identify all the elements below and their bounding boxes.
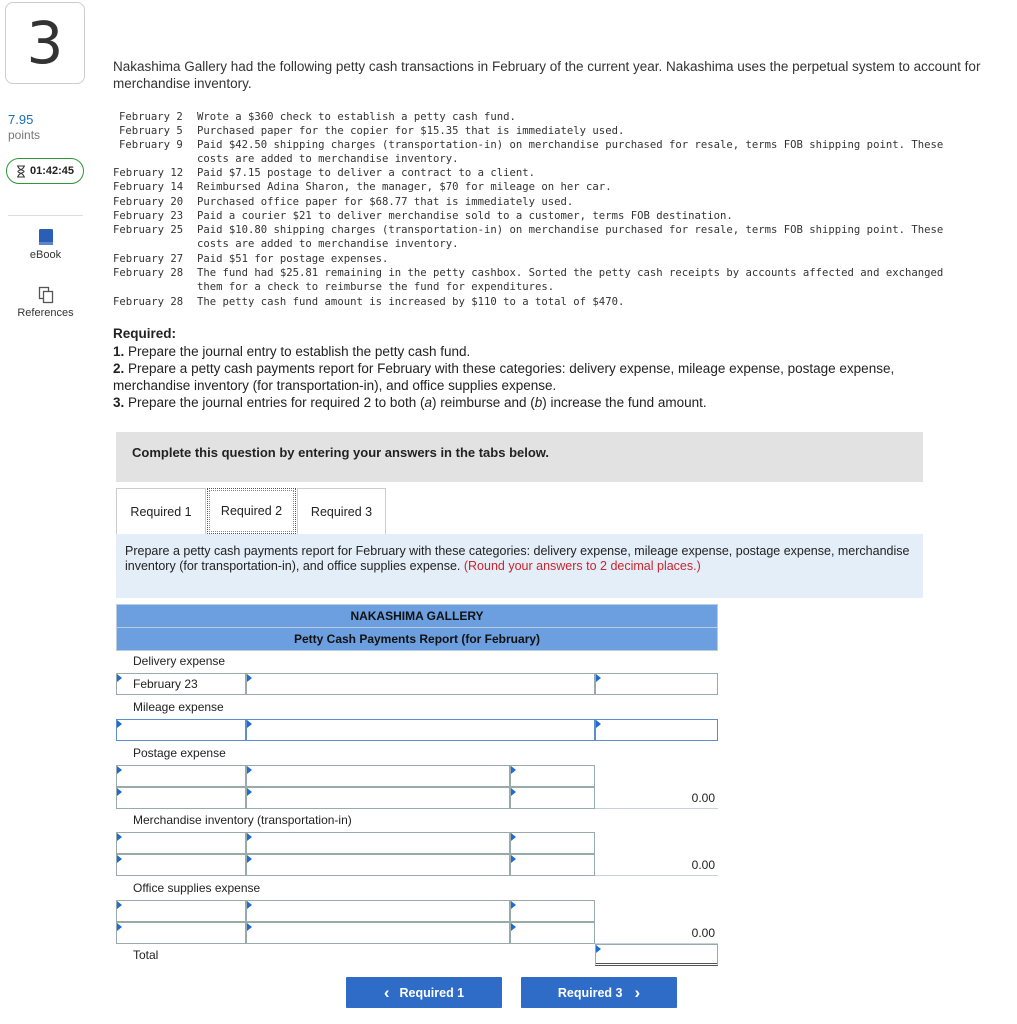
- delivery-date-cell[interactable]: February 23: [116, 673, 246, 695]
- merchandise-inventory-label: Merchandise inventory (transportation-in): [133, 813, 352, 827]
- prev-required-1-button[interactable]: [346, 977, 502, 1008]
- required-item-2: 2. Prepare a petty cash payments report for February with these categories: delivery expense, mileage expense, postage expense,: [113, 361, 895, 376]
- transaction-date: February 2: [119, 111, 183, 123]
- question-intro: Nakashima Gallery had the following petty cash transactions in February of the current year. Nakashima uses the perpetual system to account for merchandise inventory.: [113, 59, 981, 91]
- postage-desc-input-1[interactable]: [246, 765, 510, 787]
- tab-required-2[interactable]: Required 2: [207, 488, 296, 534]
- prev-button-label: Required 1: [399, 985, 465, 1000]
- transaction-text: Paid $42.50 shipping charges (transportation-in) on merchandise purchased for resale, terms FOB shipping point. These: [197, 139, 944, 151]
- merch-desc-input-1[interactable]: [246, 832, 510, 854]
- transaction-text: Purchased paper for the copier for $15.35 that is immediately used.: [197, 125, 625, 137]
- next-button-label: Required 3: [557, 985, 623, 1000]
- ebook-link[interactable]: [8, 228, 83, 261]
- transaction-date: February 9: [119, 139, 183, 151]
- transaction-date: February 25: [113, 224, 184, 236]
- merch-amount-input-1[interactable]: [510, 832, 595, 854]
- transaction-date: February 14: [113, 181, 184, 193]
- merchandise-subtotal: 0.00: [595, 854, 718, 876]
- transaction-text: Paid a courier $21 to deliver merchandise sold to a customer, terms FOB destination.: [197, 210, 733, 222]
- points-value: 7.95: [8, 112, 34, 127]
- tab-required-1[interactable]: Required 1: [116, 488, 206, 534]
- transaction-text-continued: them for a check to reimburse the fund for expenditures.: [197, 281, 555, 293]
- office-amount-input-1[interactable]: [510, 900, 595, 922]
- transaction-text: Reimbursed Adina Sharon, the manager, $70 for mileage on her car.: [197, 181, 612, 193]
- transaction-date: February 27: [113, 253, 184, 265]
- instructions-banner: Complete this question by entering your answers in the tabs below.: [116, 432, 923, 482]
- merch-date-input-1[interactable]: [116, 832, 246, 854]
- office-desc-input-1[interactable]: [246, 900, 510, 922]
- total-input[interactable]: [595, 944, 718, 966]
- tab-required-3[interactable]: Required 3: [297, 488, 386, 534]
- transaction-date: February 23: [113, 210, 184, 222]
- office-supplies-label: Office supplies expense: [133, 881, 261, 895]
- mileage-amount-input[interactable]: [246, 719, 595, 741]
- references-label: References: [17, 307, 74, 319]
- required-item-2-cont: merchandise inventory (for transportation-in), and office supplies expense.: [113, 378, 557, 393]
- transaction-text: Paid $10.80 shipping charges (transportation-in) on merchandise purchased for resale, terms FOB shipping point. These: [197, 224, 944, 236]
- transaction-text: Paid $51 for postage expenses.: [197, 253, 389, 265]
- postage-date-input-2[interactable]: [116, 787, 246, 809]
- report-title: Petty Cash Payments Report (for February): [116, 627, 718, 651]
- next-required-3-button[interactable]: [521, 977, 677, 1008]
- transaction-text: Purchased office paper for $68.77 that is immediately used.: [197, 196, 574, 208]
- postage-desc-input-2[interactable]: [246, 787, 510, 809]
- transaction-date: February 12: [113, 167, 184, 179]
- mileage-expense-label: Mileage expense: [133, 700, 224, 714]
- question-number: 3: [5, 2, 85, 84]
- postage-subtotal: 0.00: [595, 787, 718, 809]
- office-amount-input-2[interactable]: [510, 922, 595, 944]
- timer[interactable]: [6, 158, 84, 184]
- transaction-text: The fund had $25.81 remaining in the petty cashbox. Sorted the petty cash receipts by accounts affected and exchanged: [197, 267, 944, 279]
- points-label: points: [8, 128, 41, 142]
- timer-value: 01:42:45: [29, 165, 75, 177]
- transaction-text: The petty cash fund amount is increased by $110 to a total of $470.: [197, 296, 625, 308]
- office-subtotal: 0.00: [595, 922, 718, 944]
- office-desc-input-2[interactable]: [246, 922, 510, 944]
- required-heading: Required:: [113, 326, 177, 341]
- postage-date-input-1[interactable]: [116, 765, 246, 787]
- merch-date-input-2[interactable]: [116, 854, 246, 876]
- merch-desc-input-2[interactable]: [246, 854, 510, 876]
- required-item-3: 3. Prepare the journal entries for required 2 to both (a) reimburse and (b) increase the fund amount.: [113, 395, 707, 410]
- delivery-expense-label: Delivery expense: [133, 654, 226, 668]
- chevron-left-icon: ‹: [383, 982, 390, 1002]
- transaction-date: February 5: [119, 125, 183, 137]
- office-date-input-2[interactable]: [116, 922, 246, 944]
- postage-amount-input-1[interactable]: [510, 765, 595, 787]
- transaction-text: Paid $7.15 postage to deliver a contract to a client.: [197, 167, 536, 179]
- office-date-input-1[interactable]: [116, 900, 246, 922]
- total-label: Total: [133, 948, 159, 962]
- book-icon: [38, 228, 54, 246]
- copy-document-icon: [38, 286, 54, 304]
- merch-amount-input-2[interactable]: [510, 854, 595, 876]
- transaction-date: February 28: [113, 267, 184, 279]
- delivery-amount-input[interactable]: [246, 673, 595, 695]
- transaction-date: February 28: [113, 296, 184, 308]
- sidebar-divider: [8, 215, 83, 216]
- postage-expense-label: Postage expense: [133, 746, 226, 760]
- transaction-date: February 20: [113, 196, 184, 208]
- transaction-text-continued: costs are added to merchandise inventory.: [197, 153, 459, 165]
- rounding-note: (Round your answers to 2 decimal places.): [463, 559, 701, 573]
- tab-instruction: Prepare a petty cash payments report for February with these categories: delivery expense, mileage expense, postage expense, merchandise inventory (for transportation-in), and office supplies expense. (Round your answers to 2 decimal places.): [116, 534, 923, 598]
- transaction-text-continued: costs are added to merchandise inventory.: [197, 238, 459, 250]
- transaction-text: Wrote a $360 check to establish a petty cash fund.: [197, 111, 516, 123]
- ebook-label: eBook: [29, 249, 62, 261]
- mileage-total-input[interactable]: [595, 719, 718, 741]
- delivery-total-input[interactable]: [595, 673, 718, 695]
- chevron-right-icon: ›: [634, 982, 641, 1002]
- references-link[interactable]: [8, 286, 83, 319]
- mileage-date-input[interactable]: [116, 719, 246, 741]
- report-company: NAKASHIMA GALLERY: [116, 604, 718, 628]
- postage-amount-input-2[interactable]: [510, 787, 595, 809]
- hourglass-icon: [16, 165, 26, 178]
- required-item-1: 1. Prepare the journal entry to establish the petty cash fund.: [113, 344, 471, 359]
